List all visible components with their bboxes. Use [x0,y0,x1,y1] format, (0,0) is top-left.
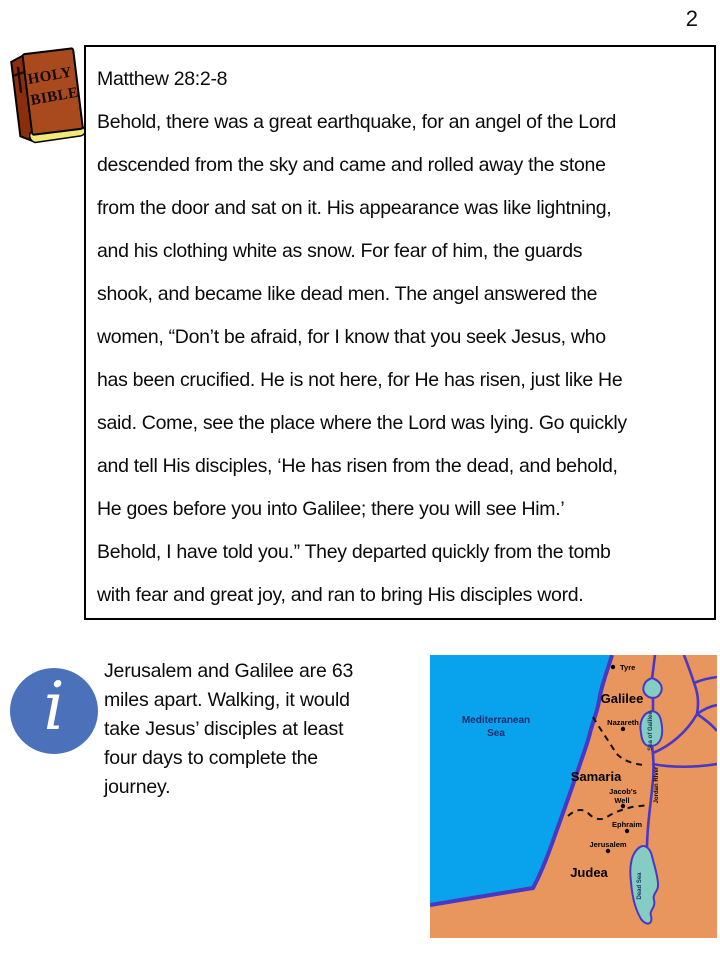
israel-map [430,655,717,938]
nazareth-dot [621,727,625,731]
info-line: journey. [104,776,171,798]
scripture-line: shook, and became like dead men. The angel answered the [97,283,598,305]
scripture-box [84,45,716,620]
scripture-line: has been crucified. He is not here, for He has risen, just like He [97,369,623,391]
info-line: miles apart. Walking, it would [104,689,350,711]
scripture-line: said. Come, see the place where the Lord was lying. Go quickly [97,412,627,434]
mediterranean-label-2: Sea [487,728,505,739]
city-ephraim: Ephraim [611,820,643,829]
city-jerusalem: Jerusalem [589,840,627,849]
scripture-reference: Matthew 28:2-8 [97,68,228,90]
info-i-glyph: i [43,668,65,745]
scripture-line: He goes before you into Galilee; there you will see Him.’ [97,498,565,520]
jerusalem-dot [606,849,610,853]
city-jacobs-well-2: Well [614,796,630,805]
lake-huleh [643,678,661,698]
info-line: four days to complete the [104,747,318,769]
scripture-line: Behold, there was a great earthquake, for an angel of the Lord [97,111,617,133]
holy-bible-icon [4,44,86,150]
info-line: take Jesus’ disciples at least [104,718,344,740]
water-jordan-river: Jordan River [654,766,660,804]
region-judea: Judea [570,865,608,880]
region-galilee: Galilee [600,691,644,706]
water-sea-of-galilee: Sea of Galilee [648,711,654,751]
scripture-line: with fear and great joy, and ran to bring His disciples word. [97,584,584,606]
scripture-line: Behold, I have told you.” They departed quickly from the tomb [97,541,611,563]
scripture-line: from the door and sat on it. His appearance was like lightning, [97,197,612,219]
bible-title-bible: BIBLE [29,84,80,109]
scripture-line: descended from the sky and came and rolled away the stone [97,154,606,176]
info-icon [10,668,98,754]
city-nazareth: Nazareth [607,718,639,727]
mediterranean-label-1: Mediterranean [461,715,531,726]
scripture-line: and his clothing white as snow. For fear of him, the guards [97,240,583,262]
page-number: 2 [685,6,698,31]
city-jacobs-well-1: Jacob's [609,787,637,796]
bible-title-holy: HOLY [26,64,74,88]
info-line: Jerusalem and Galilee are 63 [104,660,354,682]
region-samaria: Samaria [570,769,622,784]
city-tyre: Tyre [620,663,636,672]
scripture-line: women, “Don’t be afraid, for I know that you seek Jesus, who [97,326,606,348]
tyre-dot [611,665,615,669]
ephraim-dot [625,829,629,833]
info-text [104,657,434,802]
scripture-line: and tell His disciples, ‘He has risen from the dead, and behold, [97,455,618,477]
water-dead-sea: Dead Sea [637,872,643,900]
